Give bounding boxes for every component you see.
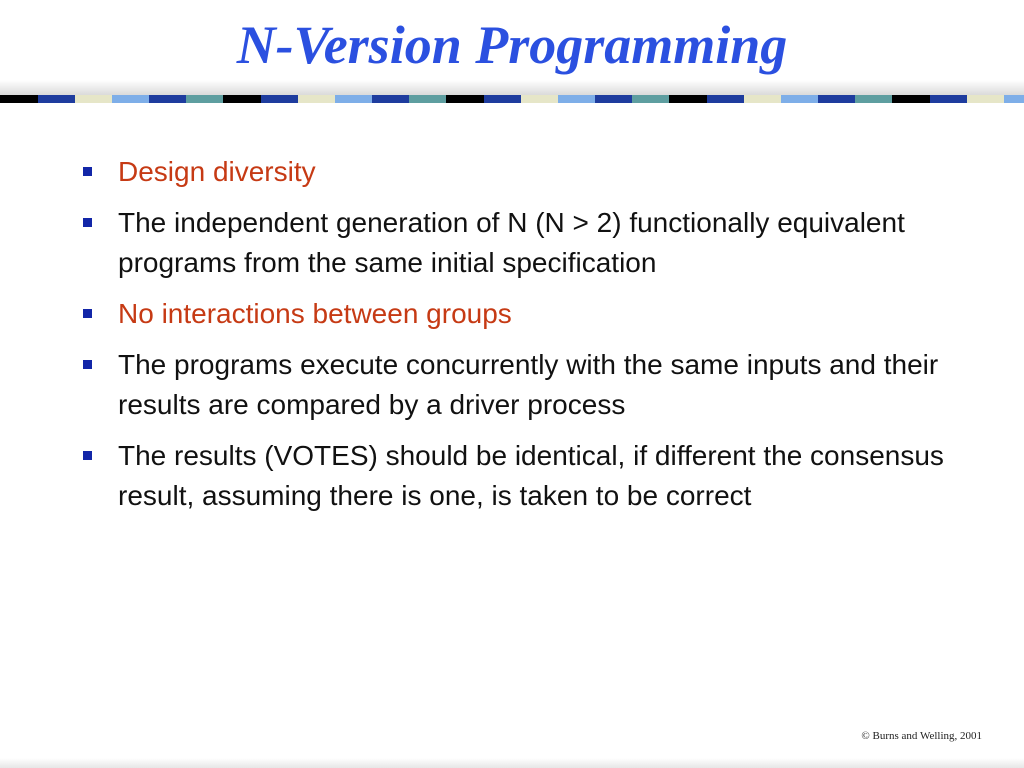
bullet-text: The programs execute concurrently with the same inputs and their results are compared by a driver process	[118, 349, 939, 420]
rule-segment	[298, 95, 335, 103]
square-bullet-icon	[83, 309, 92, 318]
bullet-item	[80, 152, 960, 192]
slide-title: N-Version Programming	[236, 15, 788, 75]
rule-segment	[558, 95, 595, 103]
rule-segment	[112, 95, 149, 103]
rule-segment	[669, 95, 707, 103]
square-bullet-icon	[83, 451, 92, 460]
rule-segment	[818, 95, 855, 103]
rule-segment	[372, 95, 409, 103]
rule-segment	[186, 95, 223, 103]
rule-segment	[149, 95, 186, 103]
rule-segment	[892, 95, 930, 103]
rule-segment	[781, 95, 818, 103]
rule-segment	[0, 95, 38, 103]
bullet-text: The independent generation of N (N > 2) functionally equivalent programs from the same initial specification	[118, 207, 905, 278]
rule-segment	[446, 95, 484, 103]
rule-segment	[38, 95, 75, 103]
rule-segment	[632, 95, 669, 103]
bullet-text: Design diversity	[118, 156, 316, 187]
rule-segment	[595, 95, 632, 103]
bottom-shadow	[0, 758, 1024, 768]
rule-segment	[223, 95, 261, 103]
square-bullet-icon	[83, 167, 92, 176]
bullet-text: The results (VOTES) should be identical, if different the consensus result, assuming there is one, is taken to be correct	[118, 440, 944, 511]
rule-segment	[1004, 95, 1024, 103]
rule-segment	[484, 95, 521, 103]
rule-segment	[75, 95, 112, 103]
rule-segment	[335, 95, 372, 103]
rule-segment	[967, 95, 1004, 103]
rule-segment	[744, 95, 781, 103]
rule-segment	[409, 95, 446, 103]
bullet-text: No interactions between groups	[118, 298, 512, 329]
bullet-list	[80, 152, 960, 527]
rule-segment	[707, 95, 744, 103]
title-rule-shadow	[0, 80, 1024, 96]
rule-segment	[261, 95, 298, 103]
rule-segment	[930, 95, 967, 103]
title-rule	[0, 95, 1024, 103]
square-bullet-icon	[83, 218, 92, 227]
bullet-item	[80, 436, 960, 516]
copyright-footer: © Burns and Welling, 2001	[861, 730, 982, 742]
rule-segment	[855, 95, 892, 103]
rule-segment	[521, 95, 558, 103]
bullet-item	[80, 203, 960, 283]
square-bullet-icon	[83, 360, 92, 369]
bullet-item	[80, 345, 960, 425]
bullet-item	[80, 294, 960, 334]
